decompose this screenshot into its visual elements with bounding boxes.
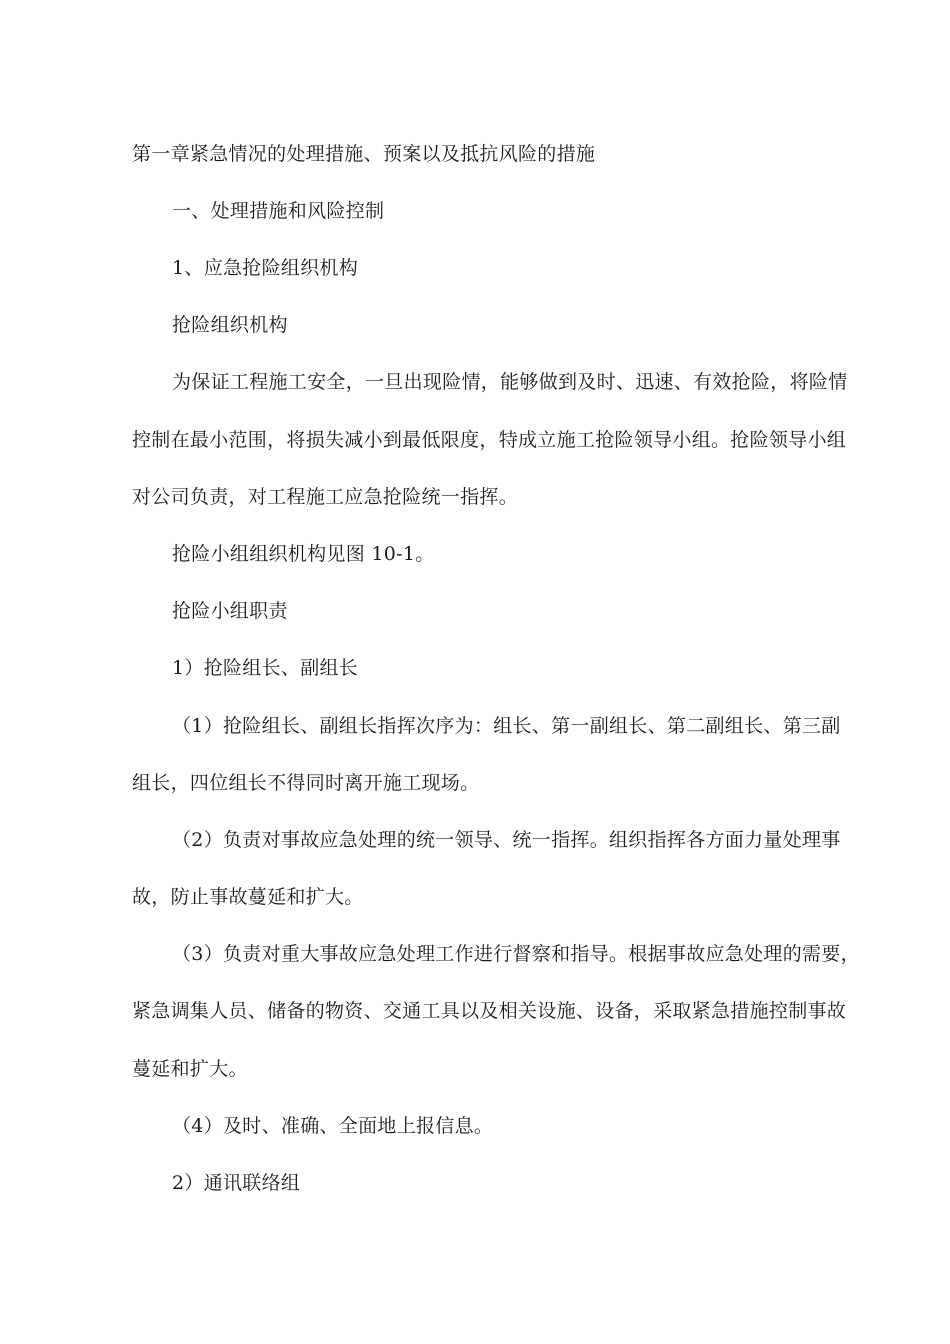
subsection-heading: 1、应急抢险组织机构 [172,257,359,279]
paragraph-line: 抢险小组组织机构见图 10-1。 [172,543,435,565]
paragraph-line: 为保证工程施工安全，一旦出现险情，能够做到及时、迅速、有效抢险，将险情 [172,371,848,393]
list-item-line: （2）负责对事故应急处理的统一领导、统一指挥。组织指挥各方面力量处理事 [172,829,841,851]
paragraph-heading: 抢险小组职责 [172,600,288,622]
chapter-title: 第一章紧急情况的处理措施、预案以及抵抗风险的措施 [132,143,596,165]
list-item-line: 蔓延和扩大。 [132,1058,248,1080]
list-item-line: （1）抢险组长、副组长指挥次序为：组长、第一副组长、第二副组长、第三副 [172,715,841,737]
list-item-line: 紧急调集人员、储备的物资、交通工具以及相关设施、设备，采取紧急措施控制事故 [132,1000,847,1022]
paragraph-heading: 抢险组织机构 [172,314,288,336]
list-heading: 2）通讯联络组 [172,1172,301,1194]
list-item-line: （4）及时、准确、全面地上报信息。 [172,1115,494,1137]
list-heading: 1）抢险组长、副组长 [172,657,359,679]
list-item-line: 故，防止事故蔓延和扩大。 [132,886,364,908]
paragraph-line: 对公司负责，对工程施工应急抢险统一指挥。 [132,486,519,508]
list-item-line: （3）负责对重大事故应急处理工作进行督察和指导。根据事故应急处理的需要， [172,943,860,965]
list-item-line: 组长，四位组长不得同时离开施工现场。 [132,772,480,794]
paragraph-line: 控制在最小范围，将损失减小到最低限度，特成立施工抢险领导小组。抢险领导小组 [132,429,847,451]
section-heading: 一、处理措施和风险控制 [172,200,385,222]
